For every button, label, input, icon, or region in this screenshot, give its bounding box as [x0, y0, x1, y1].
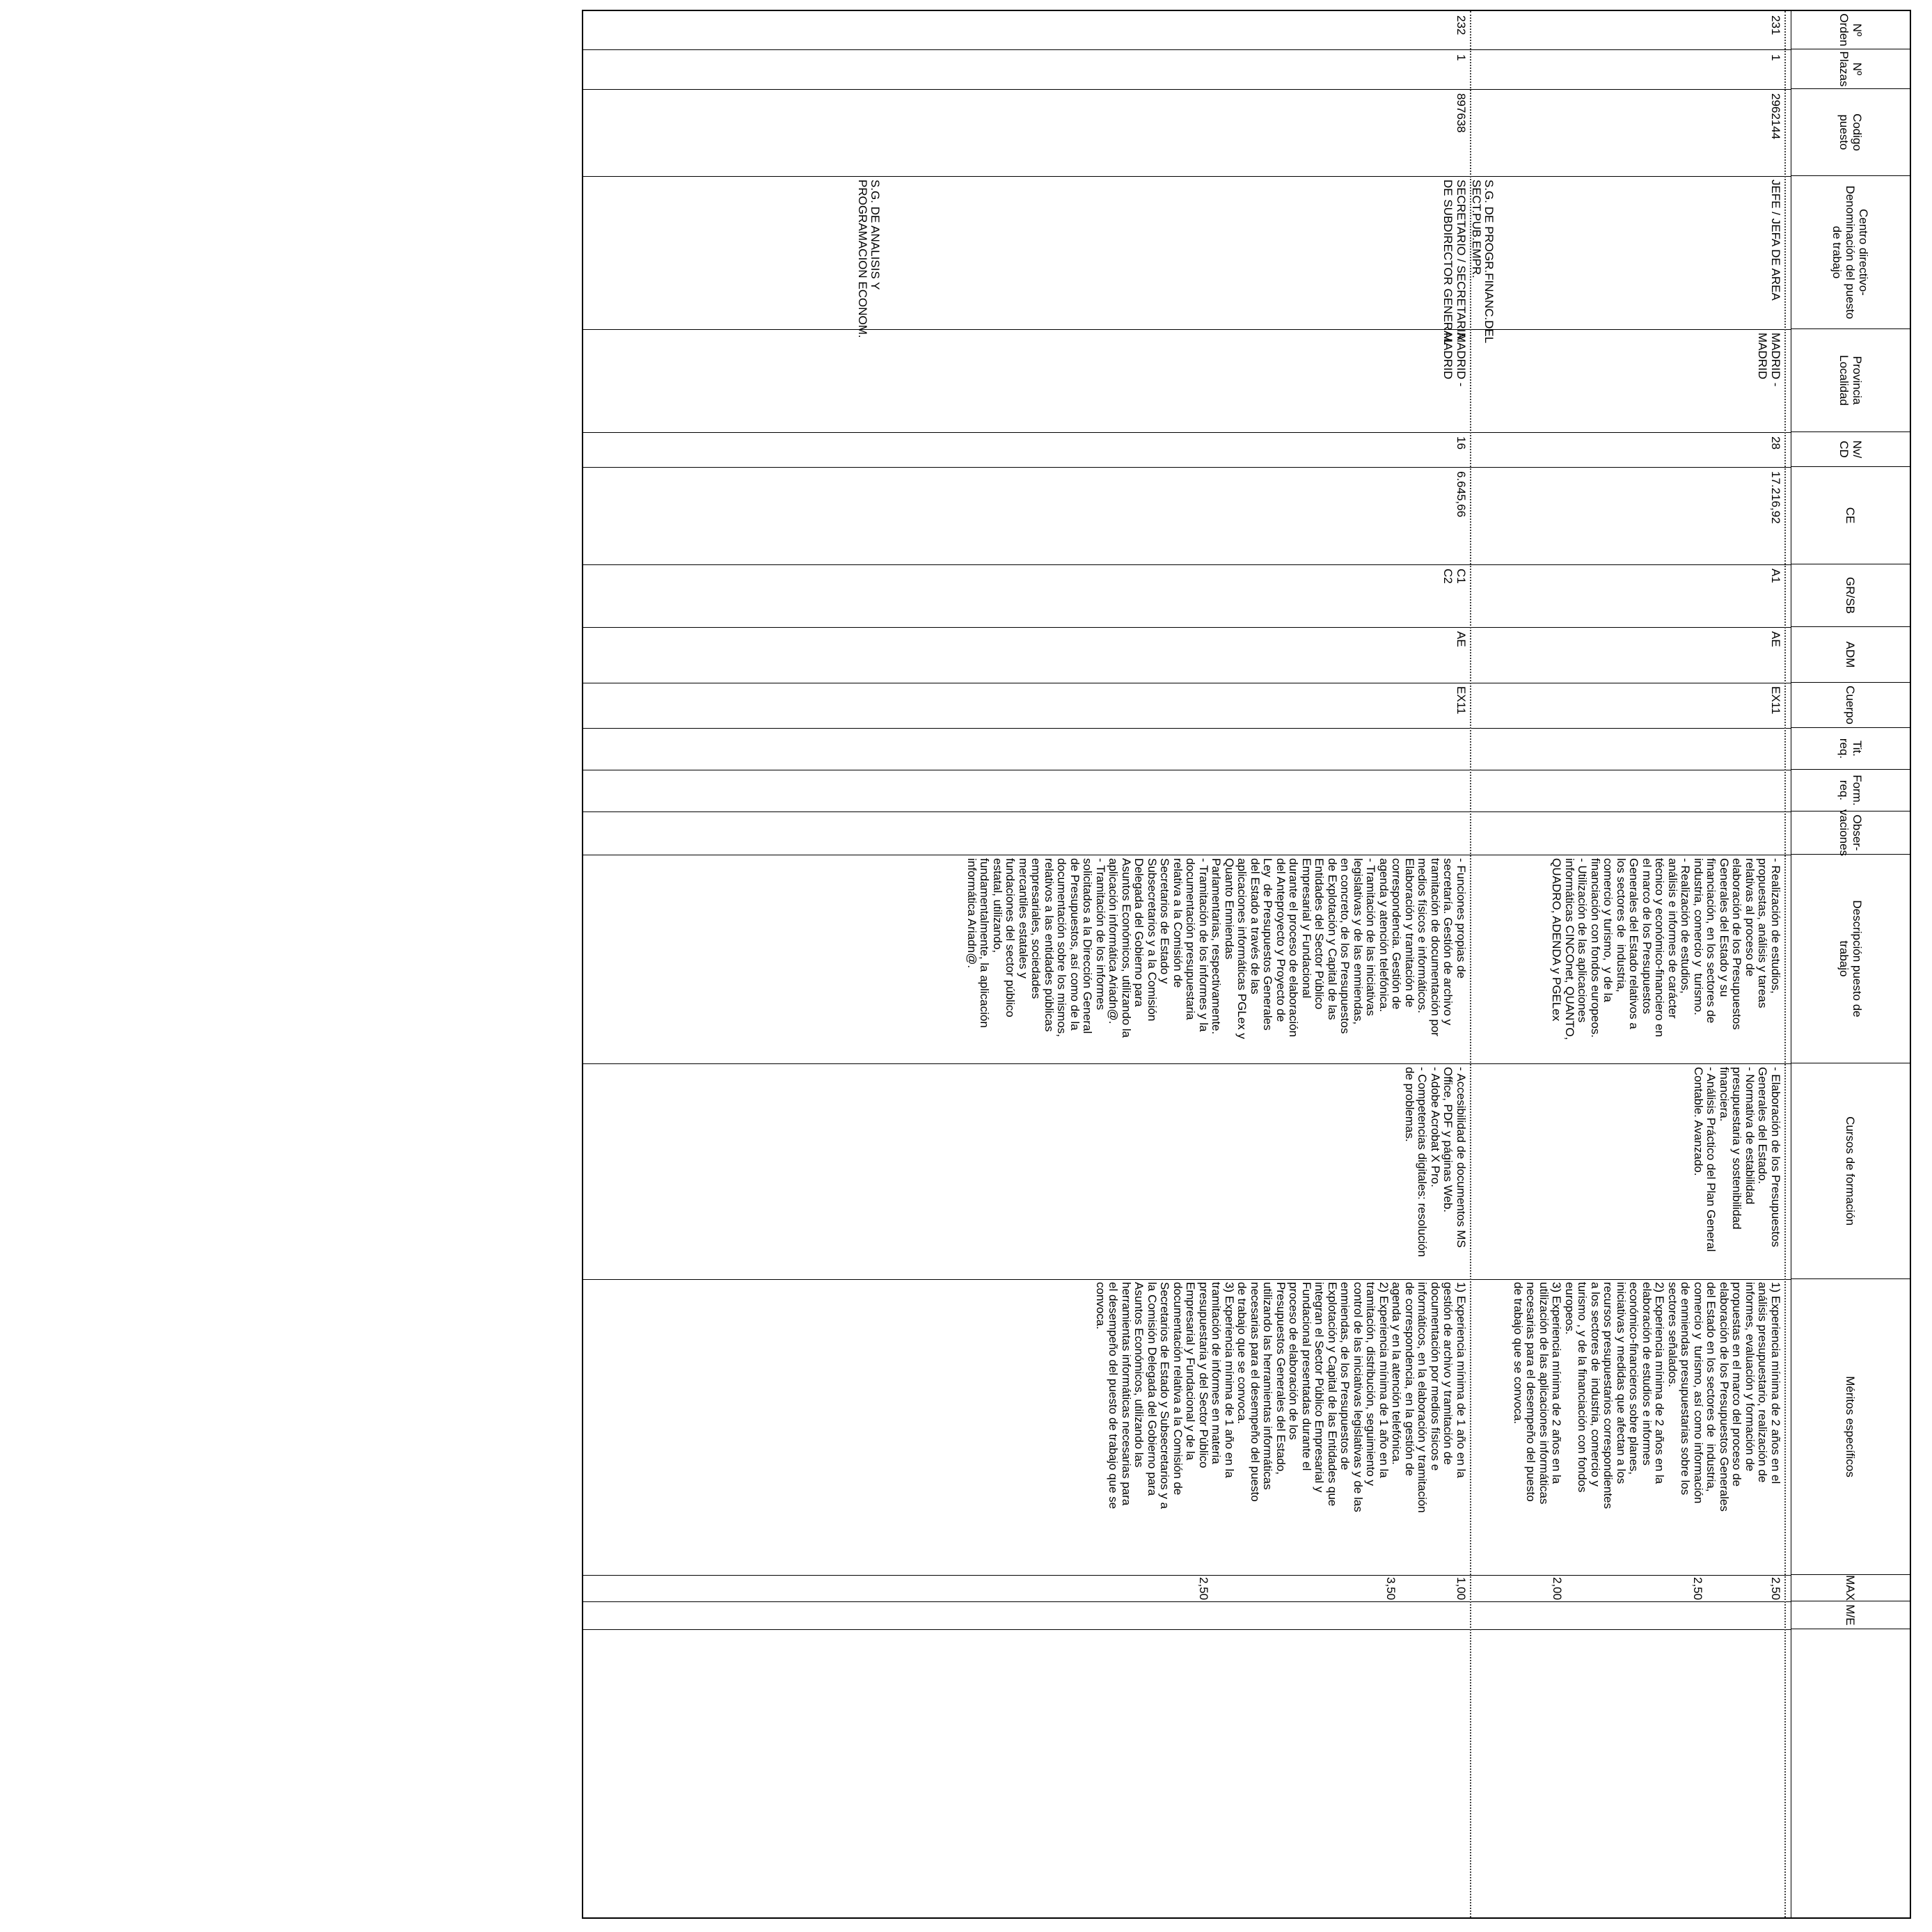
row-232-max-1: 1,00 [1455, 1577, 1468, 1601]
column-divider [583, 176, 1791, 177]
row-232-provincia: MADRID - MADRID [1441, 333, 1468, 387]
row-232-nivel: 16 [1455, 436, 1468, 450]
row-231-cuerpo: EX11 [1769, 686, 1782, 715]
row-231-codigo: 2962144 [1769, 93, 1782, 140]
header-meritos-especificos: Méritos específicos [1791, 1279, 1910, 1575]
row-232-meritos: 1) Experiencia mínima de 1 año en la gestión de archivo y tramitación de documentación por medios físicos e informáticos, en la elaboración y tramitación de correspondencia, en la gestión de agenda y en la atención telefónica. 2) Experiencia mínima de 1 año en la tramitación, distribución, seguimiento y control de las iniciativas legislativas y de las enmiendas, de los Presupuestos de Explotación y Capital de las Entidades que integran el Sector Público Empresarial y Fundacional presentadas durante el proceso de elaboración de los Presupuestos Generales del Estado, utilizando las herramientas informáticas necesarias para el desempeño del puesto de trabajo que se convoca. 3) Experiencia mínima de 1 año en la tramitación de informes en materia presupuestaria y del Sector Público Empresarial y Fundacional y de la documentación relativa a la Comisión de Secretarios de Estado y Subsecretarios y a la Comisión Delegada del Gobierno para Asuntos Económicos, utilizando las herramientas informáticas necesarias para el desempeño del puesto de trabajo que se convoca. [1094, 1282, 1468, 1513]
header-tit-req: Tit. req. [1791, 728, 1910, 770]
row-232-cuerpo: EX11 [1455, 686, 1468, 715]
row-232-centro: SECRETARIO / SECRETARIA DE SUBDIRECTOR GENERAL [1441, 180, 1468, 345]
column-divider [583, 1279, 1791, 1280]
header-me: M/E [1791, 1601, 1910, 1629]
row-231-nivel: 28 [1769, 436, 1782, 450]
header-ce: CE [1791, 467, 1910, 564]
column-divider [583, 1629, 1791, 1630]
column-divider [583, 329, 1791, 330]
row-232-grupo: C1 C2 [1441, 569, 1468, 584]
row-231-meritos: 1) Experiencia mínima de 2 años en el análisis presupuestario, realización de informes, evaluación y formación de propuestas en el marco del proceso de elaboración de los Presupuestos Generales del Estado en los sectores de industria, comercio y turismo, así como información de enmiendas presupuestarias sobre los sectores señalados. 2) Experiencia mínima de 2 años en la elaboración de estudios e informes económico-financieros sobre planes, iniciativas y medidas que afectan a los recursos presupuestarios correspondientes a los sectores de industria, comercio y turismo , y de la financiación con fondos europeos. 3) Experiencia mínima de 2 años en la utilización de las aplicaciones informáticas necesarias para el desempeño del puesto de trabajo que se convoca. [1512, 1282, 1782, 1512]
section-label-sg-analisis: S.G. DE ANALISIS Y PROGRAMACION ECONOM. [856, 180, 882, 338]
header-nivel-cd: Nv/ CD [1791, 432, 1910, 467]
row-231-centro: JEFE / JEFA DE AREA [1769, 180, 1782, 301]
column-divider [583, 49, 1791, 50]
row-231-provincia: MADRID - MADRID [1756, 333, 1782, 387]
row-232-plazas: 1 [1455, 54, 1468, 61]
row-231-plazas: 1 [1769, 54, 1782, 61]
column-divider [583, 1063, 1791, 1064]
row-232-adm: AE [1455, 631, 1468, 647]
row-232-max-3: 2,50 [1197, 1577, 1210, 1601]
row-231-ce: 17.216,92 [1769, 471, 1782, 524]
header-descripcion: Descripción puesto de trabajo [1791, 855, 1910, 1063]
row-232-orden: 232 [1455, 15, 1468, 35]
header-observaciones: Obser- vaciones [1791, 811, 1910, 855]
row-231-max-2: 2,50 [1691, 1577, 1704, 1601]
header-adm: ADM [1791, 627, 1910, 683]
column-divider [583, 432, 1791, 433]
header-gr-sb: GR/SB [1791, 564, 1910, 627]
header-max: MAX [1791, 1575, 1910, 1601]
row-232-ce: 6.645,66 [1455, 471, 1468, 518]
row-231-cursos: - Elaboración de los Presupuestos Generales del Estado. - Normativa de estabilidad presupuestaria y sostenibilidad financiera. - Análisis Práctico del Plan General Contable. Avanzado. [1692, 1067, 1782, 1252]
row-231-adm: AE [1769, 631, 1782, 647]
header-n-orden: Nº Orden [1791, 11, 1910, 49]
column-divider [583, 811, 1791, 812]
row-231-descripcion: - Realización de estudios, propuestas, análisis y tareas relativas al proceso de elaboración de los Presupuestos Generales del Estado y su financiación, en los sectores de industria, comercio y turismo. - Realización de estudios, análisis e informes de carácter técnico y económico-financiero en el marco de los Presupuestos Generales del Estado relativos a los sectores de industria, comercio y turismo, y de la financiación con fondos europeos. - Utilización de las aplicaciones informáticas CINCOnet, QUANTO, QUADRO, ADENDA y PGELex [1550, 858, 1782, 1040]
column-divider [583, 564, 1791, 565]
column-divider [583, 467, 1791, 468]
header-cursos-formacion: Cursos de formación [1791, 1063, 1910, 1279]
job-listing-table [582, 10, 1911, 1919]
row-231-max-3: 2,00 [1551, 1577, 1564, 1601]
column-divider [583, 627, 1791, 628]
column-divider [583, 1601, 1791, 1602]
section-label-sg-progr-financ: S.G. DE PROGR.FINANC.DEL SECT.PUB.EMPR. [1470, 180, 1496, 344]
row-232-codigo: 897638 [1455, 93, 1468, 133]
row-232-max-2: 3,50 [1384, 1577, 1397, 1601]
header-form-req: Form. req. [1791, 770, 1910, 811]
header-provincia: Provincia Localidad [1791, 329, 1910, 432]
rotated-landscape-page [566, 0, 1932, 1932]
row-232-descripcion: - Funciones propias de secretaría. Gestión de archivo y tramitación de documentación por medios físicos e informáticos. Elaboración y tramitación de correspondencia. Gestión de agenda y atención telefónica. - Tramitación de las iniciativas legislativas y de las enmiendas, en concreto, de los Presupuestos de Explotación y Capital de las Entidades del Sector Público Empresarial y Fundacional durante el proceso de elaboración del Anteproyecto y Proyecto de Ley de Presupuestos Generales del Estado a través de las aplicaciones informáticas PGLex y Quanto Enmiendas Parlamentarias, respectivamente. - Tramitación de los informes y la documentación presupuestaria relativa a la Comisión de Secretarios de Estado y Subsecretarios y a la Comisión Delegada del Gobierno para Asuntos Económicos, utilizando la aplicación informática Ariadn@. - Tramitación de los informes solicitados a la Dirección General de Presupuestos, así como de la documentación sobre los mismos, relativos a las entidades públicas empresariales, sociedades mercantiles estatales y fundaciones del sector público estatal, utilizando, fundamentalmente, la aplicación informática Ariadn@. [965, 858, 1468, 1039]
column-divider [583, 728, 1791, 729]
row-231-grupo: A1 [1769, 569, 1782, 583]
row-231-orden: 231 [1769, 15, 1782, 35]
column-divider [583, 89, 1791, 90]
column-divider [583, 1575, 1791, 1576]
row-separator [1784, 11, 1786, 1917]
row-231-max-1: 2,50 [1769, 1577, 1782, 1601]
header-cuerpo: Cuerpo [1791, 683, 1910, 728]
header-n-plazas: Nº Plazas [1791, 49, 1910, 89]
row-232-cursos: - Accesibilidad de documentos MS Office, PDF y páginas Web. - Adobe Acrobat X Pro. - Competencias digitales: resolución de problemas. [1403, 1067, 1468, 1258]
header-codigo-puesto: Codigo puesto [1791, 89, 1910, 176]
header-centro-directivo: Centro directivo- Denominación del puesto de trabajo [1791, 176, 1910, 329]
